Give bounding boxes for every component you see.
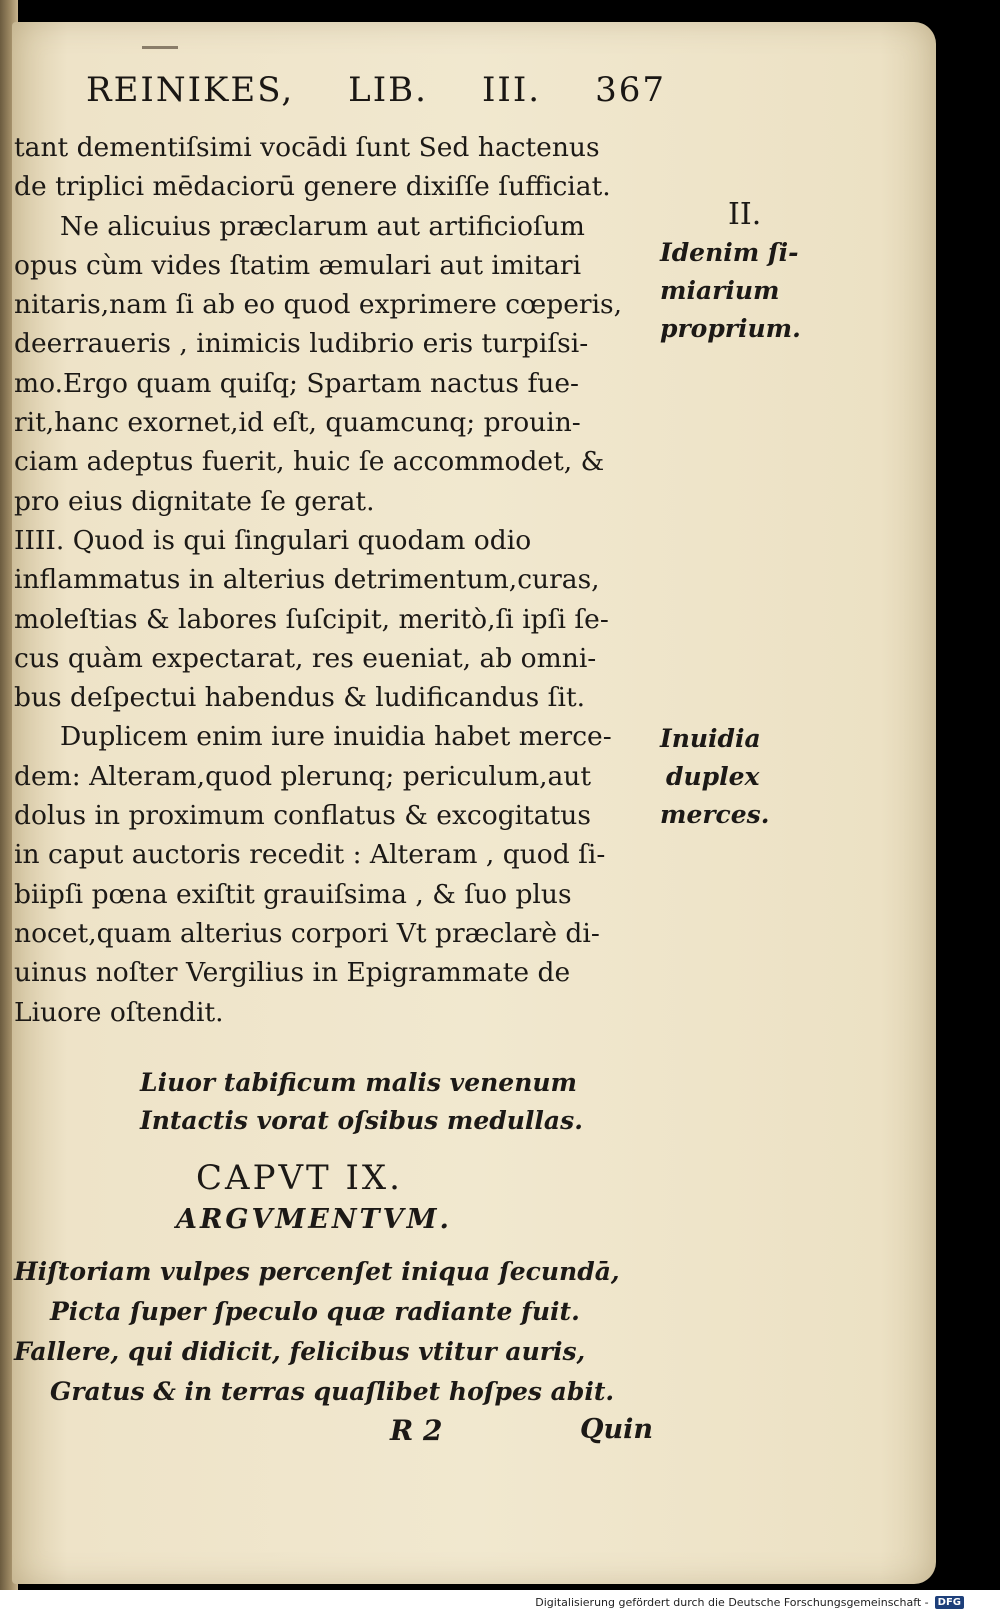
- signature-mark: R 2: [390, 1414, 443, 1447]
- catchword: Quin: [580, 1414, 654, 1445]
- text-line: Ne alicuius præclarum aut artificioſum: [60, 210, 585, 242]
- text-line: inflammatus in alterius detrimentum,curas,: [14, 564, 600, 596]
- chapter-heading: CAPVT IX.: [196, 1158, 403, 1198]
- verse-line: Hiſtoriam vulpes percenſet iniqua ſecundā,: [14, 1257, 620, 1286]
- text-line: rit,hanc exornet,id eſt, quamcunq; prouin-: [14, 407, 581, 439]
- text-line: moleſtias & labores ſuſcipit, meritò,ſi ipſi ſe-: [14, 603, 609, 635]
- margin-note-number: II.: [728, 197, 762, 232]
- text-line: mo.Ergo quam quiſq; Spartam nactus fue-: [14, 367, 579, 399]
- verse-line: Gratus & in terras quaſlibet hoſpes abit.: [50, 1377, 615, 1406]
- header-title: REINIKES,: [86, 70, 295, 110]
- text-line: ciam adeptus fuerit, huic ſe accommodet, &: [14, 446, 605, 478]
- text-line: opus cùm vides ſtatim æmulari aut imitari: [14, 249, 582, 281]
- text-line: dolus in proximum conflatus & excogitatus: [14, 800, 591, 832]
- text-line: Liuore oſtendit.: [14, 996, 224, 1028]
- epigram-verse: [140, 1064, 660, 1140]
- running-header: [86, 70, 666, 110]
- margin-note-line: Inuidia: [660, 724, 761, 753]
- text-line: de triplici mēdaciorū genere dixiſſe ſufficiat.: [14, 171, 611, 203]
- text-line: dem: Alteram,quod plerunq; periculum,aut: [14, 760, 592, 792]
- verse-line: Fallere, qui didicit, felicibus vtitur auris,: [14, 1337, 586, 1366]
- margin-note-line: merces.: [660, 800, 770, 829]
- header-book: LIB.: [348, 70, 428, 110]
- text-line: in caput auctoris recedit : Alteram , quod ſi-: [14, 839, 606, 871]
- argument-verse: [14, 1252, 664, 1412]
- body-text: [14, 128, 654, 1032]
- margin-note-line: proprium.: [660, 314, 801, 343]
- text-line: biipſi pœna exiſtit grauiſsima , & ſuo plus: [14, 878, 572, 910]
- text-line: Duplicem enim iure inuidia habet merce-: [60, 721, 612, 753]
- text-line: tant dementiſsimi vocādi ſunt Sed hactenus: [14, 132, 600, 163]
- text-line: cus quàm expectarat, res eueniat, ab omni-: [14, 642, 597, 674]
- text-line: bus deſpectui habendus & ludificandus ſit.: [14, 682, 586, 714]
- verse-line: Liuor tabificum malis venenum: [140, 1068, 577, 1097]
- text-line: pro eius dignitate ſe gerat.: [14, 485, 375, 517]
- page-top-mark: [142, 46, 178, 49]
- credit-text: Digitalisierung gefördert durch die Deutsche Forschungsgemeinschaft -: [535, 1596, 929, 1609]
- argument-heading: ARGVMENTVM.: [176, 1204, 452, 1235]
- margin-note-1: [660, 196, 801, 348]
- dfg-logo: DFG: [935, 1596, 964, 1609]
- margin-note-line: Idenim ſi-: [660, 238, 799, 267]
- verse-line: Picta ſuper ſpeculo quæ radiante fuit.: [50, 1297, 580, 1326]
- digitization-credit: [535, 1596, 964, 1609]
- margin-note-line: duplex: [666, 762, 760, 791]
- text-line: nocet,quam alterius corpori Vt præclarè di-: [14, 917, 600, 949]
- text-line: uinus noſter Vergilius in Epigrammate de: [14, 957, 571, 989]
- text-line: IIII. Quod is qui ſingulari quodam odio: [14, 524, 532, 556]
- page-number: 367: [595, 70, 666, 110]
- verse-line: Intactis vorat oſsibus medullas.: [140, 1106, 583, 1135]
- text-line: nitaris,nam ſi ab eo quod exprimere cœperis,: [14, 289, 623, 321]
- header-roman: III.: [481, 70, 542, 110]
- text-line: deerraueris , inimicis ludibrio eris turpiſsi-: [14, 328, 589, 360]
- margin-note-2: [660, 720, 769, 834]
- margin-note-line: miarium: [660, 276, 780, 305]
